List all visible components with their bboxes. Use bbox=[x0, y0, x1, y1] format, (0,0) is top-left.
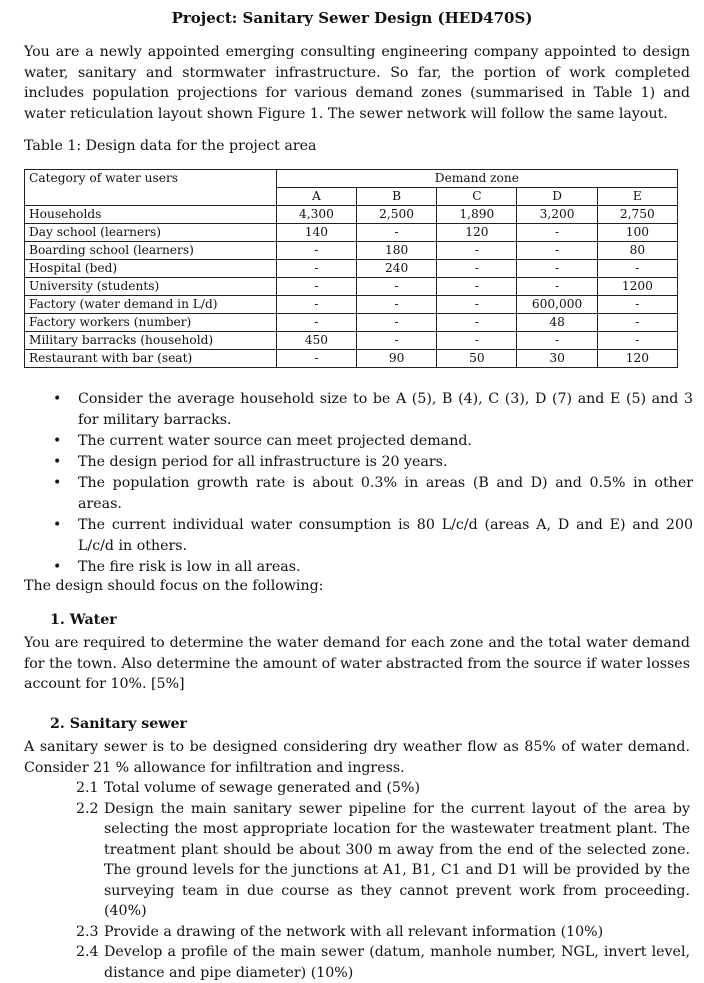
subtask-text: Develop a profile of the main sewer (datum, manhole number, NGL, invert level, distance and pipe diameter) (10%) bbox=[104, 944, 690, 981]
table-row bbox=[25, 332, 678, 350]
table-cell: - bbox=[357, 278, 437, 296]
subtask-number: 2.2 bbox=[76, 800, 99, 817]
subtask-item bbox=[76, 922, 690, 943]
row-label: Hospital (bed) bbox=[25, 260, 277, 278]
table-cell: - bbox=[276, 242, 356, 260]
table-cell: - bbox=[437, 296, 517, 314]
row-label: Restaurant with bar (seat) bbox=[25, 350, 277, 368]
zone-header: E bbox=[597, 188, 677, 206]
table-row bbox=[25, 296, 678, 314]
sewer-subtasks bbox=[76, 778, 690, 983]
table-row bbox=[25, 206, 678, 224]
section-water-heading: 1. Water bbox=[50, 612, 117, 628]
subtask-number: 2.3 bbox=[76, 923, 99, 940]
list-item: • The current individual water consumption is 80 L/c/d (areas A, D and E) and 200 L/c/d in others. bbox=[53, 515, 693, 557]
table-cell: - bbox=[597, 314, 677, 332]
category-header: Category of water users bbox=[25, 170, 277, 206]
list-item: • Consider the average household size to be A (5), B (4), C (3), D (7) and E (5) and 3 for military barracks. bbox=[53, 389, 693, 431]
table-cell: 2,750 bbox=[597, 206, 677, 224]
table-cell: - bbox=[597, 260, 677, 278]
table-cell: 50 bbox=[437, 350, 517, 368]
zone-header: C bbox=[437, 188, 517, 206]
list-item: • The design period for all infrastructure is 20 years. bbox=[53, 452, 693, 473]
table-cell: 2,500 bbox=[357, 206, 437, 224]
table-cell: 120 bbox=[437, 224, 517, 242]
table-cell: - bbox=[276, 260, 356, 278]
subtask-number: 2.4 bbox=[76, 944, 99, 960]
table-row bbox=[25, 278, 678, 296]
page-title: Project: Sanitary Sewer Design (HED470S) bbox=[171, 9, 533, 27]
table-row bbox=[25, 260, 678, 278]
table-cell: - bbox=[357, 296, 437, 314]
row-label: Boarding school (learners) bbox=[25, 242, 277, 260]
subtask-text: Total volume of sewage generated and (5%) bbox=[104, 780, 420, 796]
list-item: • The population growth rate is about 0.3% in areas (B and D) and 0.5% in other areas. bbox=[53, 473, 693, 515]
zone-header: D bbox=[517, 188, 597, 206]
table-cell: - bbox=[437, 242, 517, 260]
table-cell: - bbox=[437, 260, 517, 278]
table-cell: - bbox=[437, 314, 517, 332]
table-cell: 450 bbox=[276, 332, 356, 350]
section-water-text: You are required to determine the water demand for each zone and the total water demand for the town. Also determine the amount of water abstracted from the source if water losses account for 10%. [5%] bbox=[24, 635, 690, 692]
subtask-item bbox=[76, 799, 690, 922]
zone-header: A bbox=[276, 188, 356, 206]
focus-intro: The design should focus on the following: bbox=[24, 578, 324, 594]
table-cell: 1200 bbox=[597, 278, 677, 296]
table-cell: - bbox=[276, 350, 356, 368]
subtask-text: Design the main sanitary sewer pipeline for the current layout of the area by selecting the most appropriate location for the wastewater treatment plant. The treatment plant should be about 300 m away from the end of the selected zone. The ground levels for the junctions at A1, B1, C1 and D1 will be provided by the surveying team in due course as they cannot prevent work from proceeding. (40%) bbox=[104, 800, 690, 919]
table-cell: 30 bbox=[517, 350, 597, 368]
table-cell: - bbox=[517, 332, 597, 350]
table-body bbox=[25, 206, 678, 368]
table-cell: - bbox=[517, 242, 597, 260]
table-caption: Table 1: Design data for the project area bbox=[24, 138, 317, 154]
table-cell: 180 bbox=[357, 242, 437, 260]
table-cell: - bbox=[357, 332, 437, 350]
table-cell: - bbox=[276, 296, 356, 314]
table-cell: 3,200 bbox=[517, 206, 597, 224]
demand-zone-header: Demand zone bbox=[276, 170, 677, 188]
table-cell: - bbox=[437, 278, 517, 296]
table-cell: 80 bbox=[597, 242, 677, 260]
table-cell: 240 bbox=[357, 260, 437, 278]
subtask-item bbox=[76, 778, 690, 799]
row-label: Factory workers (number) bbox=[25, 314, 277, 332]
table-cell: - bbox=[276, 314, 356, 332]
subtask-text: Provide a drawing of the network with all relevant information (10%) bbox=[104, 923, 604, 940]
row-label: Households bbox=[25, 206, 277, 224]
row-label: Military barracks (household) bbox=[25, 332, 277, 350]
table-cell: 1,890 bbox=[437, 206, 517, 224]
table-cell: 120 bbox=[597, 350, 677, 368]
table-row bbox=[25, 242, 678, 260]
table-cell: - bbox=[437, 332, 517, 350]
table-cell: 90 bbox=[357, 350, 437, 368]
intro-paragraph: You are a newly appointed emerging consulting engineering company appointed to design water, sanitary and stormwater infrastructure. So far, the portion of work completed includes population projections for various demand zones (summarised in Table 1) and water reticulation layout shown Figure 1. The sewer network will follow the same layout. bbox=[24, 44, 690, 122]
row-label: University (students) bbox=[25, 278, 277, 296]
table-cell: - bbox=[276, 278, 356, 296]
row-label: Factory (water demand in L/d) bbox=[25, 296, 277, 314]
table-cell: - bbox=[517, 224, 597, 242]
row-label: Day school (learners) bbox=[25, 224, 277, 242]
table-cell: - bbox=[357, 224, 437, 242]
table-cell: 48 bbox=[517, 314, 597, 332]
table-cell: - bbox=[597, 332, 677, 350]
zone-header: B bbox=[357, 188, 437, 206]
table-cell: 140 bbox=[276, 224, 356, 242]
list-item: • The fire risk is low in all areas. bbox=[53, 557, 693, 578]
table-cell: 100 bbox=[597, 224, 677, 242]
table-cell: - bbox=[597, 296, 677, 314]
subtask-number: 2.1 bbox=[76, 780, 99, 796]
list-item: • The current water source can meet projected demand. bbox=[53, 431, 693, 452]
design-data-table bbox=[24, 169, 678, 368]
table-row bbox=[25, 314, 678, 332]
table-cell: - bbox=[517, 260, 597, 278]
section-sewer-heading: 2. Sanitary sewer bbox=[50, 716, 188, 732]
table-row bbox=[25, 224, 678, 242]
section-sewer-text: A sanitary sewer is to be designed considering dry weather flow as 85% of water demand. Consider 21 % allowance for infiltration and ingress. bbox=[24, 739, 690, 776]
assumptions-list bbox=[53, 389, 693, 578]
table-cell: 4,300 bbox=[276, 206, 356, 224]
table-cell: - bbox=[357, 314, 437, 332]
table-cell: 600,000 bbox=[517, 296, 597, 314]
table-row bbox=[25, 350, 678, 368]
subtask-item bbox=[76, 942, 690, 983]
table-cell: - bbox=[517, 278, 597, 296]
